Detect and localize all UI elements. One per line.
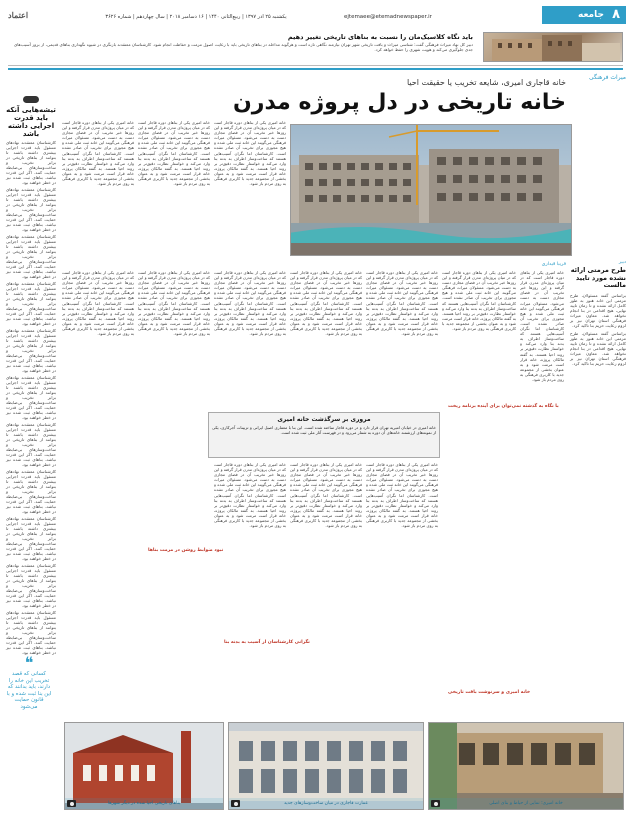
camera-icon (431, 800, 440, 807)
article-subhead: با نگاه به گذشته نمی‌توان برای آینده برنامه ریخت (448, 404, 559, 409)
left-sidebar-body: کارشناسان معتقدند نهادهای مسئول باید قدرت اجرایی بیشتری داشته باشند تا بتوانند از بناهای تاریخی در برابر تخریب و ساخت‌وسازهای بی‌ضابطه حمایت کنند. اگر این قدرت نباشد، بناهای ثبت شده نیز در خطر خواهند بود. (6, 422, 56, 467)
left-sidebar-title: تیشه‌هایی آنکه باید قدرت اجرایی داشته باشد (6, 106, 56, 138)
section-band (542, 6, 626, 24)
left-sidebar-body: کارشناسان معتقدند نهادهای مسئول باید قدرت اجرایی بیشتری داشته باشند تا بتوانند از بناهای تاریخی در برابر تخریب و ساخت‌وسازهای بی‌ضابطه حمایت کنند. اگر این قدرت نباشد، بناهای ثبت شده نیز در خطر خواهند بود. (6, 140, 56, 185)
photo-caption: بناهای تاریخی احیا شده در دیگر شهرها (65, 798, 223, 809)
section-mark-icon (23, 96, 39, 103)
photo-qajar-building (228, 722, 424, 810)
history-box-text: خانه امیری در خیابان امیریه تهران قرار دارد و در دوره قاجار ساخته شده است. این بنا با معماری اصیل ایرانی و تزیینات آجرکاری، یکی از نمونه‌های ارزشمند خانه‌های آن دوره به شمار می‌رود و در فهرست آثار ملی ثبت شده است. (212, 425, 436, 435)
right-sidebar-title: طرح مرمتی ارائه نشده مورد تایید مالست (570, 266, 626, 289)
right-sidebar-body: براساس گفته مسئولان، طرح مرمتی این خانه هنوز به طور کامل ارائه نشده و تا زمان تایید نهایی، هیچ اقدامی در بنا انجام نخواهد شد. معاون میراث فرهنگی استان تهران نیز بر لزوم رعایت حریم بنا تاکید کرد. (570, 330, 626, 366)
article-kicker: خانه قاجاری امیری، شایعه تخریب یا حقیقت احیا (406, 78, 566, 87)
article-column: خانه امیری یکی از بناهای دوره قاجار است که در میان پروژه‌ای مدرن قرار گرفته و این روزها خبر تخریب آن در فضای مجازی دست به دست می‌شود. مسئولان میراث فرهنگی می‌گویند این خانه ثبت ملی شده و هیچ مجوزی برای تخریب آن صادر نشده است. کارشناسان اما نگران آسیب‌هایی هستند که ساخت‌وساز اطراف به بدنه بنا وارد می‌کند و خواستار نظارت دقیق‌تر بر روند احیا هستند. به گفته مالکان پروژه، خانه قرار است مرمت شود و به عنوان بخشی از مجموعه جدید با کاربری فرهنگی به روی مردم باز شود. (366, 462, 438, 529)
article-subhead: خانه امیری و سرنوشت بافت تاریخی (448, 690, 531, 695)
top-news-photo (483, 32, 623, 62)
page-header (0, 0, 630, 28)
article-column: خانه امیری یکی از بناهای دوره قاجار است که در میان پروژه‌ای مدرن قرار گرفته و این روزها خبر تخریب آن در فضای مجازی دست به دست می‌شود. مسئولان میراث فرهنگی می‌گویند این خانه ثبت ملی شده و هیچ مجوزی برای تخریب آن صادر نشده است. کارشناسان اما نگران آسیب‌هایی هستند که ساخت‌وساز اطراف به بدنه بنا وارد می‌کند و خواستار نظارت دقیق‌تر بر روند احیا هستند. به گفته مالکان پروژه، خانه قرار است مرمت شود و به عنوان بخشی از مجموعه جدید با کاربری فرهنگی به روی مردم باز شود. (366, 270, 438, 337)
right-sidebar (570, 260, 626, 410)
photo-historic-building (64, 722, 224, 810)
left-sidebar-body: کارشناسان معتقدند نهادهای مسئول باید قدرت اجرایی بیشتری داشته باشند تا بتوانند از بناهای تاریخی در برابر تخریب و ساخت‌وسازهای بی‌ضابطه حمایت کنند. اگر این قدرت نباشد، بناهای ثبت شده نیز در خطر خواهند بود. (6, 469, 56, 514)
article-column: خانه امیری یکی از بناهای دوره قاجار است که در میان پروژه‌ای مدرن قرار گرفته و این روزها خبر تخریب آن در فضای مجازی دست به دست می‌شود. مسئولان میراث فرهنگی می‌گویند این خانه ثبت ملی شده و هیچ مجوزی برای تخریب آن صادر نشده است. کارشناسان اما نگران آسیب‌هایی هستند که ساخت‌وساز اطراف به بدنه بنا وارد می‌کند و خواستار نظارت دقیق‌تر بر روند احیا هستند. به گفته مالکان پروژه، خانه قرار است مرمت شود و به عنوان بخشی از مجموعه جدید با کاربری فرهنگی به روی مردم باز شود. (138, 120, 210, 187)
article-column: خانه امیری یکی از بناهای دوره قاجار است که در میان پروژه‌ای مدرن قرار گرفته و این روزها خبر تخریب آن در فضای مجازی دست به دست می‌شود. مسئولان میراث فرهنگی می‌گویند این خانه ثبت ملی شده و هیچ مجوزی برای تخریب آن صادر نشده است. کارشناسان اما نگران آسیب‌هایی هستند که ساخت‌وساز اطراف به بدنه بنا وارد می‌کند و خواستار نظارت دقیق‌تر بر روند احیا هستند. به گفته مالکان پروژه، خانه قرار است مرمت شود و به عنوان بخشی از مجموعه جدید با کاربری فرهنگی به روی مردم باز شود. (214, 270, 286, 337)
page-number: ۸ (612, 7, 620, 22)
article-column: خانه امیری یکی از بناهای دوره قاجار است که در میان پروژه‌ای مدرن قرار گرفته و این روزها خبر تخریب آن در فضای مجازی دست به دست می‌شود. مسئولان میراث فرهنگی می‌گویند این خانه ثبت ملی شده و هیچ مجوزی برای تخریب آن صادر نشده است. کارشناسان اما نگران آسیب‌هایی هستند که ساخت‌وساز اطراف به بدنه بنا وارد می‌کند و خواستار نظارت دقیق‌تر بر روند احیا هستند. به گفته مالکان پروژه، خانه قرار است مرمت شود و به عنوان بخشی از مجموعه جدید با کاربری فرهنگی به روی مردم باز شود. (62, 120, 134, 187)
article-column: خانه امیری یکی از بناهای دوره قاجار است که در میان پروژه‌ای مدرن قرار گرفته و این روزها خبر تخریب آن در فضای مجازی دست به دست می‌شود. مسئولان میراث فرهنگی می‌گویند این خانه ثبت ملی شده و هیچ مجوزی برای تخریب آن صادر نشده است. کارشناسان اما نگران آسیب‌هایی هستند که ساخت‌وساز اطراف به بدنه بنا وارد می‌کند و خواستار نظارت دقیق‌تر بر روند احیا هستند. به گفته مالکان پروژه، خانه قرار است مرمت شود و به عنوان بخشی از مجموعه جدید با کاربری فرهنگی به روی مردم باز شود. (442, 270, 516, 332)
left-sidebar-body: کارشناسان معتقدند نهادهای مسئول باید قدرت اجرایی بیشتری داشته باشند تا بتوانند از بناهای تاریخی در برابر تخریب و ساخت‌وسازهای بی‌ضابطه حمایت کنند. اگر این قدرت نباشد، بناهای ثبت شده نیز در خطر خواهند بود. (6, 516, 56, 561)
hero-photo (290, 124, 572, 256)
camera-icon (231, 800, 240, 807)
article-column: خانه امیری یکی از بناهای دوره قاجار است که در میان پروژه‌ای مدرن قرار گرفته و این روزها خبر تخریب آن در فضای مجازی دست به دست می‌شود. مسئولان میراث فرهنگی می‌گویند این خانه ثبت ملی شده و هیچ مجوزی برای تخریب آن صادر نشده است. کارشناسان اما نگران آسیب‌هایی هستند که ساخت‌وساز اطراف به بدنه بنا وارد می‌کند و خواستار نظارت دقیق‌تر بر روند احیا هستند. به گفته مالکان پروژه، خانه قرار است مرمت شود و به عنوان بخشی از مجموعه جدید با کاربری فرهنگی به روی مردم باز شود. (290, 270, 362, 337)
newspaper-logo: اعتماد (8, 10, 29, 20)
section-email[interactable]: ejtemaee@etemadnewspaper.ir (344, 14, 432, 20)
top-news-strip (8, 32, 623, 66)
issue-date: یکشنبه ۲۵ آذر ۱۳۹۷ | ربیع‌الثانی ۱۴۴۰ | ۱۶ دسامبر ۲۰۱۸ | سال چهاردهم | شماره ۳۶۲۶ (105, 14, 287, 20)
article-column: خانه امیری یکی از بناهای دوره قاجار است که در میان پروژه‌ای مدرن قرار گرفته و این روزها خبر تخریب آن در فضای مجازی دست به دست می‌شود. مسئولان میراث فرهنگی می‌گویند این خانه ثبت ملی شده و هیچ مجوزی برای تخریب آن صادر نشده است. کارشناسان اما نگران آسیب‌هایی هستند که ساخت‌وساز اطراف به بدنه بنا وارد می‌کند و خواستار نظارت دقیق‌تر بر روند احیا هستند. به گفته مالکان پروژه، خانه قرار است مرمت شود و به عنوان بخشی از مجموعه جدید با کاربری فرهنگی به روی مردم باز شود. (290, 462, 362, 529)
article-column: خانه امیری یکی از بناهای دوره قاجار است که در میان پروژه‌ای مدرن قرار گرفته و این روزها خبر تخریب آن در فضای مجازی دست به دست می‌شود. مسئولان میراث فرهنگی می‌گویند این خانه ثبت ملی شده و هیچ مجوزی برای تخریب آن صادر نشده است. کارشناسان اما نگران آسیب‌هایی هستند که ساخت‌وساز اطراف به بدنه بنا وارد می‌کند و خواستار نظارت دقیق‌تر بر روند احیا هستند. به گفته مالکان پروژه، خانه قرار است مرمت شود و به عنوان بخشی از مجموعه جدید با کاربری فرهنگی به روی مردم باز شود. (138, 270, 210, 337)
photo-amiri-house (428, 722, 624, 810)
article-column: خانه امیری یکی از بناهای دوره قاجار است که در میان پروژه‌ای مدرن قرار گرفته و این روزها خبر تخریب آن در فضای مجازی دست به دست می‌شود. مسئولان میراث فرهنگی می‌گویند این خانه ثبت ملی شده و هیچ مجوزی برای تخریب آن صادر نشده است. کارشناسان اما نگران آسیب‌هایی هستند که ساخت‌وساز اطراف به بدنه بنا وارد می‌کند و خواستار نظارت دقیق‌تر بر روند احیا هستند. به گفته مالکان پروژه، خانه قرار است مرمت شود و به عنوان بخشی از مجموعه جدید با کاربری فرهنگی به روی مردم باز شود. (214, 120, 286, 187)
left-sidebar-body: کارشناسان معتقدند نهادهای مسئول باید قدرت اجرایی بیشتری داشته باشند تا بتوانند از بناهای تاریخی در برابر تخریب و ساخت‌وسازهای بی‌ضابطه حمایت کنند. اگر این قدرت نباشد، بناهای ثبت شده نیز در خطر خواهند بود. (6, 328, 56, 373)
pull-quote-text: کسانی که قصد تخریب این خانه را دارند، باید بدانند که این بنا ثبت شده و با قانون حمایت می‌شود (6, 671, 52, 710)
camera-icon (67, 800, 76, 807)
left-sidebar-body: کارشناسان معتقدند نهادهای مسئول باید قدرت اجرایی بیشتری داشته باشند تا بتوانند از بناهای تاریخی در برابر تخریب و ساخت‌وسازهای بی‌ضابطه حمایت کنند. اگر این قدرت نباشد، بناهای ثبت شده نیز در خطر خواهند بود. (6, 563, 56, 608)
category-label: میراث فرهنگی (588, 74, 626, 81)
article-headline[interactable]: خانه تاریخی در دل پروژه مدرن (233, 90, 566, 115)
photo-caption: عمارت قاجاری در میان ساخت‌وسازهای جدید (229, 798, 423, 809)
left-sidebar-body: کارشناسان معتقدند نهادهای مسئول باید قدرت اجرایی بیشتری داشته باشند تا بتوانند از بناهای تاریخی در برابر تخریب و ساخت‌وسازهای بی‌ضابطه حمایت کنند. اگر این قدرت نباشد، بناهای ثبت شده نیز در خطر خواهند بود. (6, 610, 56, 655)
article-column: خانه امیری یکی از بناهای دوره قاجار است که در میان پروژه‌ای مدرن قرار گرفته و این روزها خبر تخریب آن در فضای مجازی دست به دست می‌شود. مسئولان میراث فرهنگی می‌گویند این خانه ثبت ملی شده و هیچ مجوزی برای تخریب آن صادر نشده است. کارشناسان اما نگران آسیب‌هایی هستند که ساخت‌وساز اطراف به بدنه بنا وارد می‌کند و خواستار نظارت دقیق‌تر بر روند احیا هستند. به گفته مالکان پروژه، خانه قرار است مرمت شود و به عنوان بخشی از مجموعه جدید با کاربری فرهنگی به روی مردم باز شود. (520, 270, 564, 382)
left-sidebar (6, 96, 56, 655)
left-sidebar-body: کارشناسان معتقدند نهادهای مسئول باید قدرت اجرایی بیشتری داشته باشند تا بتوانند از بناهای تاریخی در برابر تخریب و ساخت‌وسازهای بی‌ضابطه حمایت کنند. اگر این قدرت نباشد، بناهای ثبت شده نیز در خطر خواهند بود. (6, 375, 56, 420)
article-column: خانه امیری یکی از بناهای دوره قاجار است که در میان پروژه‌ای مدرن قرار گرفته و این روزها خبر تخریب آن در فضای مجازی دست به دست می‌شود. مسئولان میراث فرهنگی می‌گویند این خانه ثبت ملی شده و هیچ مجوزی برای تخریب آن صادر نشده است. کارشناسان اما نگران آسیب‌هایی هستند که ساخت‌وساز اطراف به بدنه بنا وارد می‌کند و خواستار نظارت دقیق‌تر بر روند احیا هستند. به گفته مالکان پروژه، خانه قرار است مرمت شود و به عنوان بخشی از مجموعه جدید با کاربری فرهنگی به روی مردم باز شود. (214, 462, 286, 529)
pull-quote (6, 655, 52, 755)
top-news-body: دبیر کل نهاد میراث فرهنگی گفت: شناسی میراث و بافت تاریخی شهر تهران نیازمند نگاهی تازه است و هرگونه مداخله در بناهای تاریخی باید با رعایت اصول مرمت و حفاظت انجام شود. کارشناسان معتقدند بازنگری در شیوه نگهداری بناهای قدیمی، از بروز آسیب‌های جدی جلوگیری می‌کند و هویت شهری را حفظ خواهد کرد. (14, 42, 473, 53)
right-sidebar-body: براساس گفته مسئولان، طرح مرمتی این خانه هنوز به طور کامل ارائه نشده و تا زمان تایید نهایی، هیچ اقدامی در بنا انجام نخواهد شد. معاون میراث فرهنگی استان تهران نیز بر لزوم رعایت حریم بنا تاکید کرد. (570, 292, 626, 328)
history-box (208, 412, 440, 458)
right-sidebar-author: دبیر (618, 260, 626, 265)
top-news-title[interactable]: باید نگاه کلاسیک‌مان را نسبت به بناهای تاریخی تغییر دهیم (287, 33, 473, 41)
quote-icon: ❝ (24, 653, 34, 672)
header-meta (4, 4, 434, 26)
article-subhead: نبود ضوابط روشن در مرمت بناها (148, 548, 224, 553)
photo-caption: خانه امیری؛ نمایی از حیاط و بنای اصلی (429, 798, 623, 809)
article-subhead: نگرانی کارشناسان از آسیب به بدنه بنا (224, 640, 310, 645)
left-sidebar-body: کارشناسان معتقدند نهادهای مسئول باید قدرت اجرایی بیشتری داشته باشند تا بتوانند از بناهای تاریخی در برابر تخریب و ساخت‌وسازهای بی‌ضابطه حمایت کنند. اگر این قدرت نباشد، بناهای ثبت شده نیز در خطر خواهند بود. (6, 187, 56, 232)
article-column: خانه امیری یکی از بناهای دوره قاجار است که در میان پروژه‌ای مدرن قرار گرفته و این روزها خبر تخریب آن در فضای مجازی دست به دست می‌شود. مسئولان میراث فرهنگی می‌گویند این خانه ثبت ملی شده و هیچ مجوزی برای تخریب آن صادر نشده است. کارشناسان اما نگران آسیب‌هایی هستند که ساخت‌وساز اطراف به بدنه بنا وارد می‌کند و خواستار نظارت دقیق‌تر بر روند احیا هستند. به گفته مالکان پروژه، خانه قرار است مرمت شود و به عنوان بخشی از مجموعه جدید با کاربری فرهنگی به روی مردم باز شود. (62, 270, 134, 337)
left-sidebar-body: کارشناسان معتقدند نهادهای مسئول باید قدرت اجرایی بیشتری داشته باشند تا بتوانند از بناهای تاریخی در برابر تخریب و ساخت‌وسازهای بی‌ضابطه حمایت کنند. اگر این قدرت نباشد، بناهای ثبت شده نیز در خطر خواهند بود. (6, 281, 56, 326)
section-name: جامعه (578, 10, 604, 20)
section-divider (8, 68, 623, 70)
history-box-title: مروری بر سرگذشت خانه امیری (277, 416, 371, 423)
article-byline: فریبا قیداری (541, 262, 566, 267)
left-sidebar-body: کارشناسان معتقدند نهادهای مسئول باید قدرت اجرایی بیشتری داشته باشند تا بتوانند از بناهای تاریخی در برابر تخریب و ساخت‌وسازهای بی‌ضابطه حمایت کنند. اگر این قدرت نباشد، بناهای ثبت شده نیز در خطر خواهند بود. (6, 234, 56, 279)
